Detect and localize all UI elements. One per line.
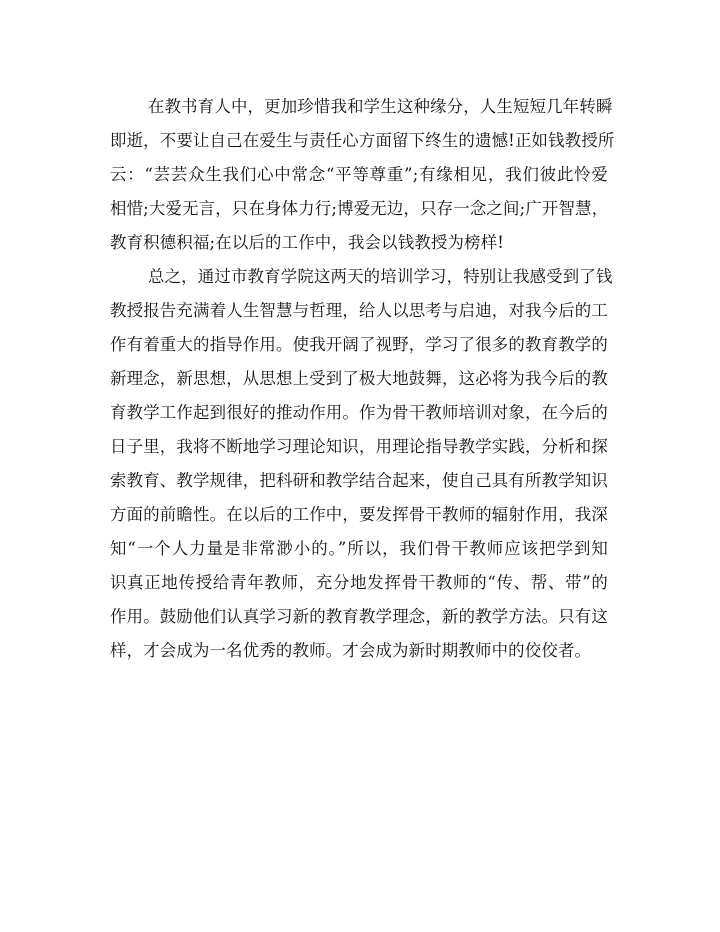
paragraph-line: 教授报告充满着人生智慧与哲理，给人以思考与启迪，对我今后的工 [110,301,608,320]
paragraph-line: 作有着重大的指导作用。使我开阔了视野，学习了很多的教育教学的 [110,335,608,354]
paragraph-line: 方面的前瞻性。在以后的工作中，要发挥骨干教师的辐射作用，我深 [110,505,608,524]
document-body [110,90,615,668]
paragraph-line: 育教学工作起到很好的推动作用。作为骨干教师培训对象，在今后的 [110,403,608,422]
paragraph-line: 云：“芸芸众生我们心中常念“平等尊重”;有缘相见，我们彼此怜爱 [110,165,608,184]
paragraph-line: 总之，通过市教育学院这两天的培训学习，特别让我感受到了钱 [148,267,613,286]
paragraph-2 [110,260,613,668]
paragraph-line: 新理念，新思想，从思想上受到了极大地鼓舞，这必将为我今后的教 [110,369,608,388]
paragraph-line: 教育积德积福;在以后的工作中，我会以钱教授为榜样! [110,233,505,252]
paragraph-line: 识真正地传授给青年教师，充分地发挥骨干教师的“传、帮、带”的 [110,573,608,592]
paragraph-line: 作用。鼓励他们认真学习新的教育教学理念，新的教学方法。只有这 [110,607,608,626]
paragraph-1 [110,90,615,260]
paragraph-line: 索教育、教学规律，把科研和教学结合起来，使自己具有所教学知识 [110,471,608,490]
paragraph-line: 知“一个人力量是非常渺小的。”所以，我们骨干教师应该把学到知 [110,539,608,558]
paragraph-line: 样，才会成为一名优秀的教师。才会成为新时期教师中的佼佼者。 [110,641,592,660]
paragraph-line: 即逝，不要让自己在爱生与责任心方面留下终生的遗憾!正如钱教授所 [110,131,615,150]
paragraph-line: 相惜;大爱无言，只在身体力行;博爱无边，只存一念之间;广开智慧， [110,199,609,218]
paragraph-line: 在教书育人中，更加珍惜我和学生这种缘分，人生短短几年转瞬 [148,97,613,116]
paragraph-line: 日子里，我将不断地学习理论知识，用理论指导教学实践，分析和探 [110,437,608,456]
